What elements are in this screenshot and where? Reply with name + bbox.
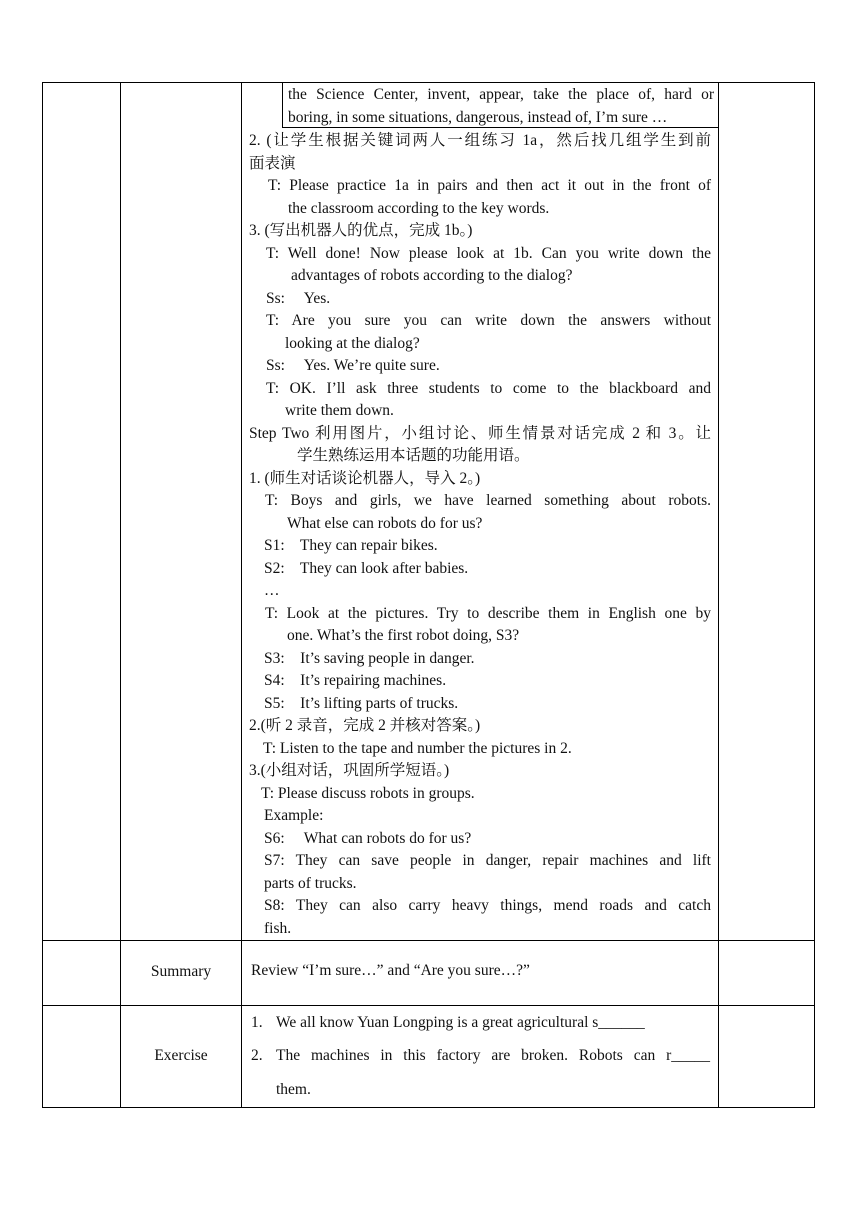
- key-words-line: boring, in some situations, dangerous, instead of, I’m sure …: [288, 108, 668, 126]
- exercise-item: [251, 1014, 711, 1032]
- summary-text: Review “I’m sure…” and “Are you sure…?”: [251, 962, 530, 979]
- dialog-line: S1: They can repair bikes.: [264, 537, 438, 554]
- dialog-line: S3: It’s saving people in danger.: [264, 649, 475, 667]
- dialog-line: T: Boys and girls, we have learned something about robots.: [265, 492, 711, 509]
- dialog-line: advantages of robots according to the dialog?: [291, 267, 573, 284]
- dialog-line: T: Look at the pictures. Try to describe them in English one by: [265, 604, 711, 622]
- dialog-line: the classroom according to the key words.: [288, 199, 550, 217]
- dialog-line: fish.: [264, 919, 292, 937]
- exercise-text: The machines in this factory are broken. Robots can r_____: [276, 1047, 710, 1064]
- dialog-line: S6: What can robots do for us?: [264, 829, 472, 847]
- step-heading: 学生熟练运用本话题的功能用语。: [297, 447, 530, 464]
- exercise-item-continuation: them.: [276, 1081, 311, 1098]
- step-line: 面表演: [249, 154, 296, 172]
- key-words-line: the Science Center, invent, appear, take the place of, hard or: [288, 86, 714, 103]
- dialog-line: T: OK. I’ll ask three students to come to the blackboard and: [266, 379, 711, 397]
- step-line: 3. (写出机器人的优点，完成 1b。): [249, 222, 473, 239]
- table-right-border: [814, 82, 815, 1108]
- dialog-line: T: Please practice 1a in pairs and then act it out in the front of: [268, 177, 711, 194]
- exercise-text: We all know Yuan Longping is a great agricultural s______: [276, 1014, 645, 1031]
- dialog-line: S4: It’s repairing machines.: [264, 672, 447, 689]
- key-words-box: [288, 84, 714, 129]
- dialog-line: write them down.: [285, 402, 394, 419]
- step-heading: Step Two 利用图片，小组讨论、师生情景对话完成 2 和 3。让: [249, 424, 711, 442]
- exercise-number: 2.: [251, 1047, 263, 1064]
- col-divider-3: [718, 82, 719, 1108]
- procedure-text: [249, 130, 711, 940]
- exercise-item: [251, 1047, 711, 1065]
- row-divider-exercise: [42, 1005, 815, 1006]
- dialog-line: T: Please discuss robots in groups.: [261, 784, 475, 802]
- step-line: 2.(听 2 录音，完成 2 并核对答案。): [249, 717, 481, 734]
- summary-label: Summary: [150, 963, 212, 980]
- step-line: 3.(小组对话，巩固所学短语。): [249, 762, 450, 779]
- dialog-line: S8: They can also carry heavy things, mend roads and catch: [264, 897, 711, 914]
- step-line: 2. (让学生根据关键词两人一组练习 1a，然后找几组学生到前: [249, 132, 711, 149]
- col-divider-2: [241, 82, 242, 1108]
- table-bottom-border: [42, 1107, 815, 1108]
- dialog-line: parts of trucks.: [264, 874, 357, 892]
- step-line: 1. (师生对话谈论机器人，导入 2。): [249, 469, 481, 487]
- col-divider-1: [120, 82, 121, 1108]
- dialog-line: Ss: Yes.: [266, 289, 331, 307]
- exercise-label: Exercise: [154, 1047, 208, 1064]
- dialog-line: S5: It’s lifting parts of trucks.: [264, 694, 459, 712]
- dialog-line: Example:: [264, 807, 324, 824]
- dialog-line: S2: They can look after babies.: [264, 559, 469, 577]
- dialog-line: T: Are you sure you can write down the answers without: [266, 312, 711, 329]
- dialog-line: looking at the dialog?: [285, 334, 420, 352]
- inner-box-left: [282, 82, 283, 128]
- table-top-border: [42, 82, 815, 83]
- dialog-line: S7: They can save people in danger, repair machines and lift: [264, 852, 711, 869]
- exercise-number: 1.: [251, 1014, 263, 1031]
- dialog-line: Ss: Yes. We’re quite sure.: [266, 357, 440, 374]
- table-left-border: [42, 82, 43, 1108]
- dialog-line: T: Well done! Now please look at 1b. Can you write down the: [266, 244, 711, 262]
- dialog-line: What else can robots do for us?: [287, 514, 483, 532]
- dialog-line: one. What’s the first robot doing, S3?: [287, 627, 520, 644]
- row-divider-summary: [42, 940, 815, 941]
- dialog-line: T: Listen to the tape and number the pictures in 2.: [263, 739, 572, 757]
- ellipsis-line: …: [264, 582, 280, 599]
